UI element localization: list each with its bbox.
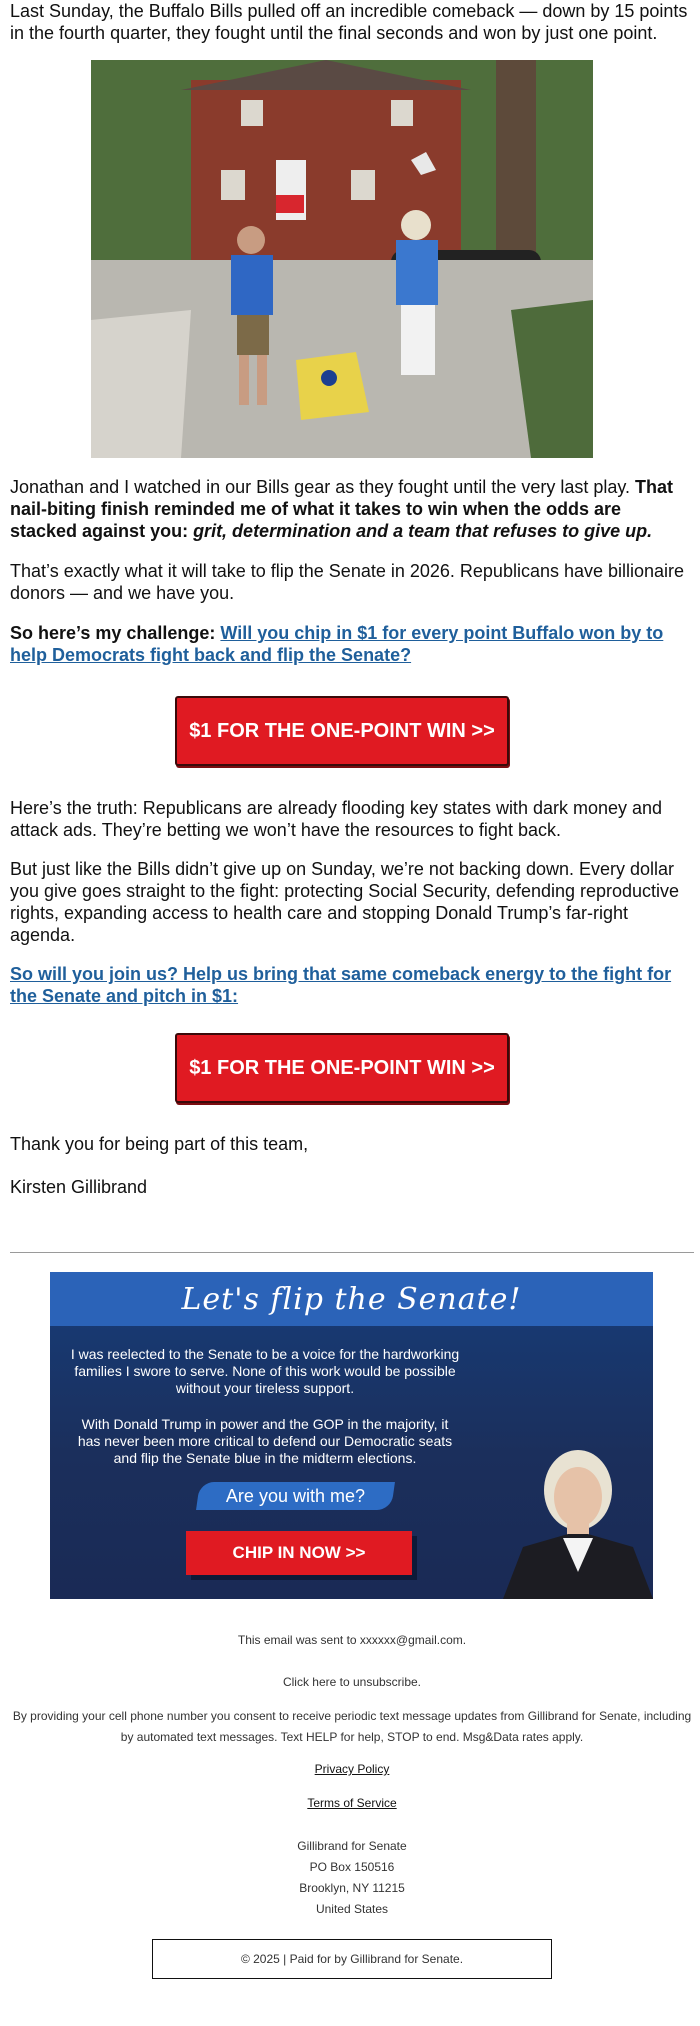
flip-senate-banner[interactable] <box>50 1272 653 1599</box>
intro-paragraph: Last Sunday, the Buffalo Bills pulled off an incredible comeback — down by 15 points in the fourth quarter, they fought until the final seconds and won by just one point. <box>10 1 688 43</box>
challenge-paragraph <box>10 622 690 666</box>
banner-text-reelected: I was reelected to the Senate to be a voice for the hardworking families I swore to serve. None of this work would be possible without your tireless support. <box>70 1346 460 1396</box>
donate-button-secondary[interactable]: $1 FOR THE ONE-POINT WIN >> <box>175 1033 509 1103</box>
cornhole-photo <box>91 60 593 458</box>
story-plain-text: Jonathan and I watched in our Bills gear as they fought until the very last play. <box>10 477 636 497</box>
challenge-lead: So here’s my challenge: <box>10 623 221 643</box>
senator-portrait <box>483 1442 653 1599</box>
story-bold-italic-text: grit, determination and a team that refuses to give up. <box>193 521 653 541</box>
join-paragraph <box>10 963 690 1007</box>
address-country: United States <box>315 1902 389 1916</box>
cornhole-photo-art <box>91 60 593 458</box>
sms-consent-text: By providing your cell phone number you consent to receive periodic text message updates from Gillibrand for Senate, including by automated text messages. Text HELP for help, STOP to end. Msg&Data rates apply. <box>12 1709 692 1744</box>
join-donate-link[interactable]: So will you join us? Help us bring that same comeback energy to the fight for the Senate and pitch in $1: <box>10 964 672 1006</box>
fight-paragraph: But just like the Bills didn’t give up on Sunday, we’re not backing down. Every dollar you give goes straight to the fight: protecting Social Security, defending reproductive rights, expanding access to health care and stopping Donald Trump’s far-right agenda. <box>10 859 680 945</box>
truth-paragraph: Here’s the truth: Republicans are already flooding key states with dark money and attack ads. They’re betting we won’t have the resources to fight back. <box>10 798 663 840</box>
terms-of-service-link[interactable]: Terms of Service <box>307 1796 397 1810</box>
banner-question: Are you with me? <box>196 1482 395 1510</box>
recipient-email: xxxxxx@gmail.com <box>359 1633 463 1647</box>
banner-title: Let's flip the Senate! <box>181 1281 522 1317</box>
banner-header <box>50 1272 653 1326</box>
signoff: Thank you for being part of this team, <box>10 1134 309 1154</box>
address-po-box: PO Box 150516 <box>309 1860 395 1874</box>
chip-in-button[interactable]: CHIP IN NOW >> <box>186 1531 412 1575</box>
sent-to-line: This email was sent to xxxxxx@gmail.com. <box>237 1633 467 1647</box>
address-city: Brooklyn, NY 11215 <box>299 1881 405 1895</box>
divider <box>10 1252 694 1253</box>
mailing-address <box>10 1836 694 1920</box>
donate-button-primary[interactable]: $1 FOR THE ONE-POINT WIN >> <box>175 696 509 766</box>
privacy-policy-link[interactable]: Privacy Policy <box>314 1762 390 1776</box>
address-org: Gillibrand for Senate <box>297 1839 407 1853</box>
signature: Kirsten Gillibrand <box>10 1177 148 1197</box>
banner-text-trump: With Donald Trump in power and the GOP in the majority, it has never been more critical to defend our Democratic seats and flip the Senate blue in the midterm elections. <box>77 1416 453 1466</box>
paid-for-disclaimer: © 2025 | Paid for by Gillibrand for Senate. <box>152 1939 552 1979</box>
challenge-donate-link[interactable]: Will you chip in $1 for every point Buffalo won by to help Democrats fight back and flip the Senate? <box>10 623 664 665</box>
senate-paragraph: That’s exactly what it will take to flip the Senate in 2026. Republicans have billionaire donors — and we have you. <box>10 561 685 603</box>
story-bold-text: That nail-biting finish reminded me of what it takes to win when the odds are stacked against you: <box>10 477 674 541</box>
unsubscribe-link[interactable]: Click here to unsubscribe. <box>282 1675 422 1689</box>
story-paragraph <box>10 476 690 542</box>
